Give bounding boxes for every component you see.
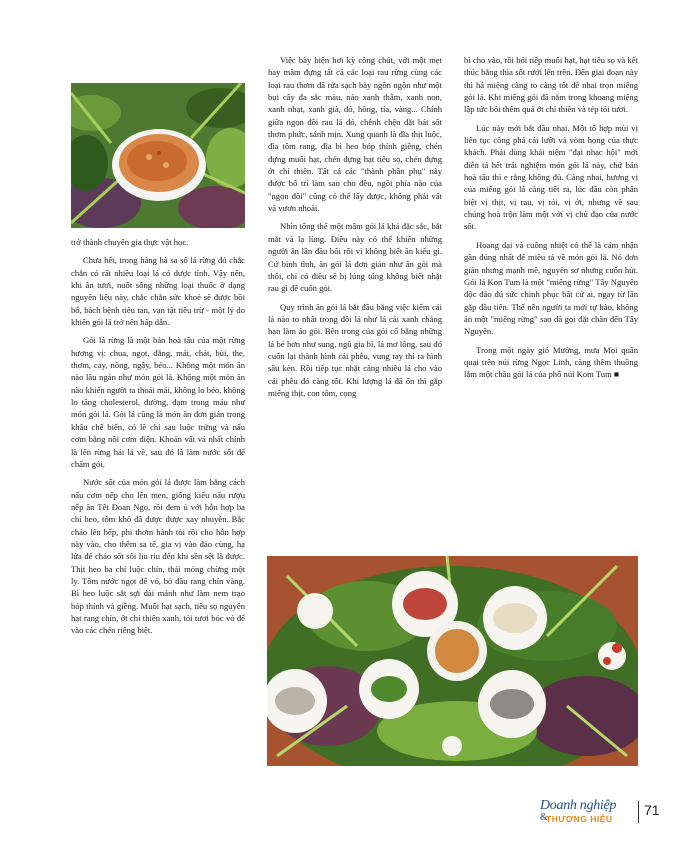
paragraph: Chưa hết, trong hàng hà sa số lá rừng đó chắc chắn có rất nhiều loại lá có dược tính. Vậy nên, khi ăn tươi, nuốt sống những loại thuốc ở dạng nguyên liệu này, chắc chắn sức khoẻ sẽ được bồi bổ, bách bệnh tiêu tan, vạn tật tiêu trừ - một lý do khiến gỏi lá trở nên hấp dẫn.	[71, 255, 245, 328]
magazine-logo-title: Doanh nghiệp	[540, 798, 617, 813]
leaf-salad-platter-illustration	[267, 556, 638, 766]
footer-divider	[638, 801, 639, 823]
paragraph: Lúc này mới bắt đầu nhai. Một tổ hợp mùi vị liên tục công phá cái lưỡi và vòm họng của thực khách. Phải dùng khái niệm "đại nhạc hội" mới diễn tả hết trải nghiệm món gỏi lá này, chứ bản hoà tấu thì e rằng không đủ. Càng nhai, hương vị của miếng gỏi lá càng tiết ra, lúc đầu còn phân biệt vị thịt, vị rau, vị tỏi, vị ớt, nhưng về sau chúng hoà trộn làm một với vị chủ đạo của nước sốt.	[464, 122, 638, 232]
photo-sauce-bowl	[71, 83, 245, 228]
photo-leaf-salad-platter	[267, 556, 638, 766]
paragraph: Trong một ngày gió Mường, mưa Mọi quần quại trên núi rừng Ngọc Linh, càng thêm thuồng lắm một chầu gỏi lá của phố núi Kom Tum ■	[464, 344, 638, 380]
column-1	[71, 236, 245, 643]
paragraph: Hoang dại và cuồng nhiệt có thể là cảm nhận gần đúng nhất để miêu tả về món gỏi lá. Nó đơn giản nhưng mạnh mẽ, nguyên sơ nhưng cuốn hút. Gỏi lá Kon Tum là một "miếng rừng" Tây Nguyên độc đáo đủ sức chinh phục bất cứ ai, ngay từ lần gặp đầu tiên. Thế nên người ta mới tự hào, không ăn một "miếng rừng" sao đã gọi đặt chân đến Tây Nguyên.	[464, 239, 638, 337]
magazine-logo-ampersand: &	[540, 812, 548, 823]
footer-brand	[540, 798, 670, 830]
magazine-logo-subtitle: THƯƠNG HIỆU	[546, 814, 613, 824]
paragraph: trở thành chuyên gia thực vật học.	[71, 237, 189, 247]
column-2	[268, 54, 442, 405]
page-number: 71	[644, 802, 660, 818]
paragraph: Nước sốt của món gỏi lá được làm bằng cách nấu cơm nếp cho lên men, giống kiểu nấu rượu nếp ăn Tết Đoan Ngọ, rồi đem ủ với hỗn hợp ba chỉ heo, tôm khô đã được được xay nhuyễn. Bắc chảo lên bếp, phi thơm hành tỏi rồi cho hỗn hợp này vào, cho thêm sa tế, gia vị vào đảo cùng, hạ lửa để cháo sốt sôi liu riu đến khi sền sệt là được. Thịt heo ba chỉ luộc chín, thái mỏng chừng một ly. Tôm nước ngọt để vỏ, bỏ đầu rang chín vàng. Bì heo luộc sắt sợi dài mảnh như làm nem trạo bóp thính và giềng. Muối hạt sạch, tiêu sọ nguyên hạt rang chín, ớt chỉ thiên xanh, tỏi tươi bóc vỏ để vào các chén riêng biệt.	[71, 477, 245, 636]
sauce-bowl-illustration	[71, 83, 245, 228]
column-3	[464, 54, 638, 387]
paragraph: Quy trình ăn gỏi lá bắt đầu bằng việc kiếm cái lá nào to nhất trong đồi lá như lá cải xanh chẳng hạn làm áo gỏi. Bên trong của gỏi cố bằng những lá bé hơn như sung, ngũ gia bì, lá mơ lông, sau đó cuốn lại thành hình cái phễu, vung tay thì ra hình sâu kèn. Rồi tiếp tục nhặt càng nhiều lá cho vào cái phễu đó càng tốt. Khi lượng lá đã ốn thì gắp miếng thịt, con tôm, cọng	[268, 301, 442, 398]
paragraph: bì cho vào, rồi bỏi tiếp muối hạt, hạt tiêu sọ và kết thúc bằng thìa sốt rưới lên trên. Đến giai đoạn này thì há miệng càng to càng tốt để nhai trọn miếng gỏi lá. Khi miếng gỏi đã nằm trong khoang miệng lập tức bỏi thêm quả ớt chỉ thiên và tép tỏi tươi.	[464, 55, 638, 115]
paragraph: Việc bày biện hơi kỳ công chút, với một mẹt hay mâm đựng tất cả các loại rau rừng cùng các loại rau thơm đã rửa sạch bày ngồn ngộn như một bụi cây đa sắc màu, nào xanh thẫm, xanh non, xanh nhạt, xanh già, đỏ, hồng, tía, vàng... Chính giữa ngọn đồi rau lá đó, chễnh chện đặt bát sốt thơm phức, sánh mịn. Xung quanh là đĩa thịt luộc, đĩa tôm rang, đĩa bì heo bóp thính giềng, chén đựng muối hạt, chén đựng hạt tiêu sọ, chén đựng ớt chỉ thiên. Tất cả các "thành phần phụ" này được bố trí làm sao cho đều, ngồi phía nào của "ngọn đồi" cũng có thể lấy được, không phải vất và vươn nhoài.	[268, 55, 442, 214]
paragraph: Nhìn tổng thể một mâm gỏi lá khá đặc sắc, bắt mắt và lạ lùng. Điều này có thể khiến những người ăn lần đầu bối rối vì không biết ăn kiểu gì. Cứ bình tĩnh, ăn gỏi lá đơn giản như ăn gỏi mà thôi, chỉ có điều sẽ bị lúng túng không biết nhặt rau gì để cuốn gỏi.	[268, 221, 442, 294]
paragraph: Gỏi lá rừng là một bản hoà tấu của một rừng hương vị: chua, ngọt, đắng, mát, chát, bùi, the, thơm, cay, nồng, ngậy, béo... Không một món ăn nào lâu ngán như món gỏi lá. Không một món ăn nào khiến người ta thoải mái, không lo béo, không lo tăng cholesterol, đường, đạm trong máu như món gỏi lá. Gỏi lá cũng là món ăn đơn giản trong khâu chế biến, có lẽ chỉ sau luộc trứng và nấu cơm bằng nồi cơm điện. Khoản vất vả nhất chính là lên rừng hái lá về, sau đó là làm nước sốt để chấm gỏi.	[71, 335, 245, 469]
